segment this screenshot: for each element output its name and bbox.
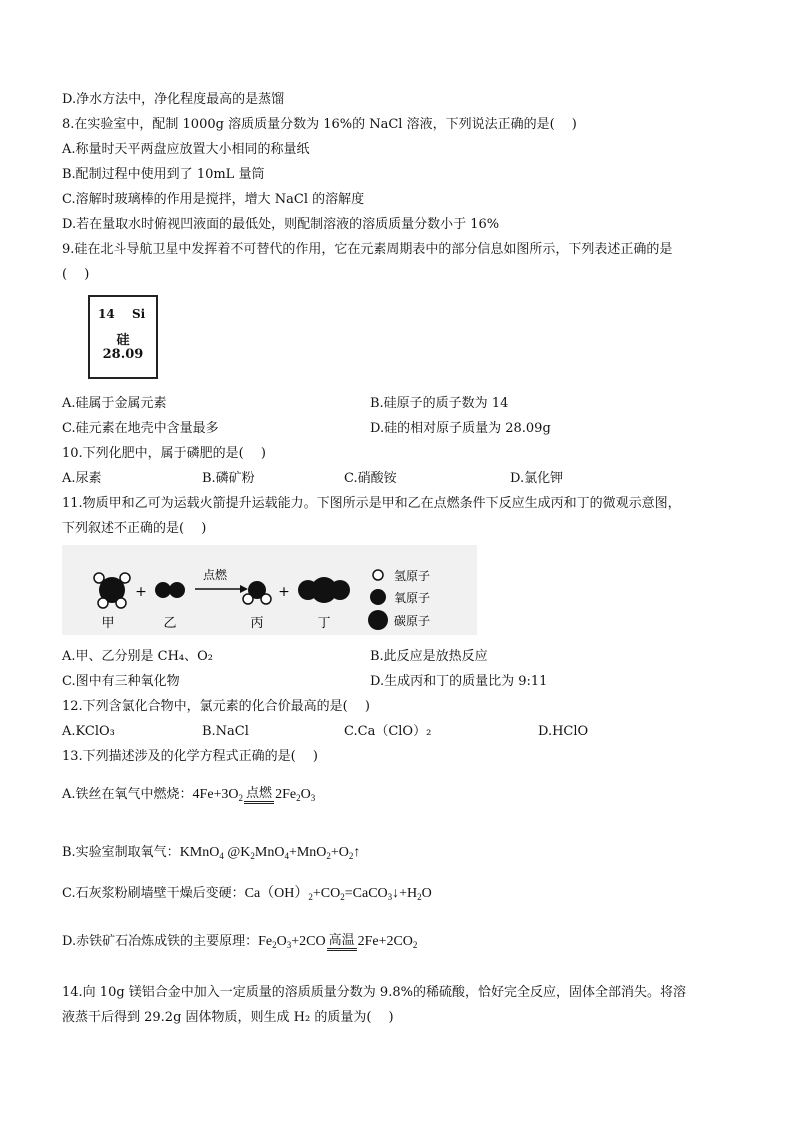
legend-hydrogen-icon [373,570,383,580]
q11-option-a: A.甲、乙分别是 CH₄、O₂ [62,649,214,664]
q10-option-d: D.氯化钾 [510,471,564,486]
q13-c-equation: $Ca(OH)_2+CO_2=CaCO_3↓+H_2O$ [244,886,432,902]
q11-option-b: B.此反应是放热反应 [370,649,488,664]
q11-stem-cont: 下列叙述不正确的是( ) [62,521,207,536]
molecule-ding [298,577,350,603]
q10-option-b: B.磷矿粉 [202,471,255,486]
q9-option-b: B.硅原子的质子数为 14 [370,396,509,411]
legend-hydrogen: 氢原子 [394,569,431,583]
q14-stem-cont: 液蒸干后得到 29.2g 固体物质，则生成 H₂ 的质量为( ) [62,1010,394,1025]
arrow-head-icon [240,585,248,593]
q13-b-equation: KMnO$_4$ $@K_2MnO_4+MnO_2+O_2↑$ [179,845,361,861]
q13-option-a [62,786,315,804]
element-name: 硅 [116,333,130,348]
q10-stem: 10.下列化肥中，属于磷肥的是( ) [62,446,266,461]
q12-stem: 12.下列含氯化合物中，氯元素的化合价最高的是( ) [62,699,370,714]
atomic-number: 14 [98,307,115,321]
label-ding: 丁 [317,616,331,631]
condition-equals: 点燃 [244,786,274,804]
q11-stem: 11.物质甲和乙可为运载火箭提升运载能力。下图所示是甲和乙在点燃条件下反应生成丙和丁的微观示意图， [62,496,681,511]
molecule-bing [243,581,271,604]
label-yi: 乙 [163,616,177,631]
legend-oxygen: 氧原子 [394,591,431,605]
q13-b-prefix: B.实验室制取氧气： [62,845,180,860]
q8-option-d: D.若在量取水时俯视凹液面的最低处，则配制溶液的溶质质量分数小于 16% [62,217,500,232]
periodic-table-cell [88,295,158,379]
q12-option-c: C.Ca（ClO）₂ [344,724,432,739]
plus-sign-1: + [135,584,147,600]
q7-option-d: D.净水方法中，净化程度最高的是蒸馏 [62,92,285,107]
q10-option-c: C.硝酸铵 [344,471,397,486]
q8-stem: 8.在实验室中，配制 1000g 溶质质量分数为 16%的 NaCl 溶液，下列说法正确的是( ) [62,117,577,132]
q11-option-c: C.图中有三种氧化物 [62,674,180,689]
q13-c-prefix: C.石灰浆粉刷墙壁干燥后变硬： [62,886,245,901]
q8-option-b: B.配制过程中使用到了 10mL 量筒 [62,167,265,182]
legend-carbon-icon [368,610,388,630]
plus-sign-2: + [278,584,290,600]
q11-option-d: D.生成丙和丁的质量比为 9:11 [370,674,548,689]
legend-carbon: 碳原子 [394,614,431,628]
q13-a-prefix: A.铁丝在氧气中燃烧： [62,787,193,803]
q8-option-c: C.溶解时玻璃棒的作用是搅拌，增大 NaCl 的溶解度 [62,192,365,207]
atomic-mass: 28.09 [102,347,144,362]
q9-stem: 9.硅在北斗导航卫星中发挥着不可替代的作用，它在元素周期表中的部分信息如图所示，下列表述正确的是 [62,242,673,257]
q8-option-a: A.称量时天平两盘应放置大小相同的称量纸 [62,142,310,157]
q12-option-b: B.NaCl [202,724,249,739]
condition-equals-d: 高温 [327,933,357,951]
q13-a-equation: $4Fe+3O_2$ 点燃 $2Fe_2O_3$ [192,785,316,804]
q13-option-d [62,933,417,951]
q14-stem: 14.向 10g 镁铝合金中加入一定质量的溶质质量分数为 9.8%的稀硫酸，恰好完全反应，固体全部消失。将溶 [62,985,686,1000]
element-symbol: Si [132,307,146,321]
q13-d-prefix: D.赤铁矿石冶炼成铁的主要原理： [62,934,259,950]
q13-option-b [62,844,360,862]
molecule-jia [94,573,130,608]
reaction-micro-diagram [62,545,477,635]
q13-option-c [62,885,432,903]
q9-option-d: D.硅的相对原子质量为 28.09g [370,421,551,436]
q13-stem: 13.下列描述涉及的化学方程式正确的是( ) [62,749,318,764]
legend-oxygen-icon [370,589,386,605]
label-bing: 丙 [250,616,264,631]
legend [368,569,430,630]
q9-option-c: C.硅元素在地壳中含量最多 [62,421,219,436]
q13-d-equation: $Fe_2O_3+2CO$ 高温 $2Fe+2CO_2$ [258,932,418,951]
q12-option-d: D.HClO [538,724,589,739]
q12-option-a: A.KClO₃ [62,724,115,739]
q10-option-a: A.尿素 [62,471,102,486]
reaction-condition: 点燃 [202,568,228,582]
label-jia: 甲 [101,616,115,631]
molecule-yi [155,582,185,598]
reaction-diagram-svg [62,545,477,635]
q9-option-a: A.硅属于金属元素 [62,396,167,411]
q9-paren: ( ) [62,267,90,282]
